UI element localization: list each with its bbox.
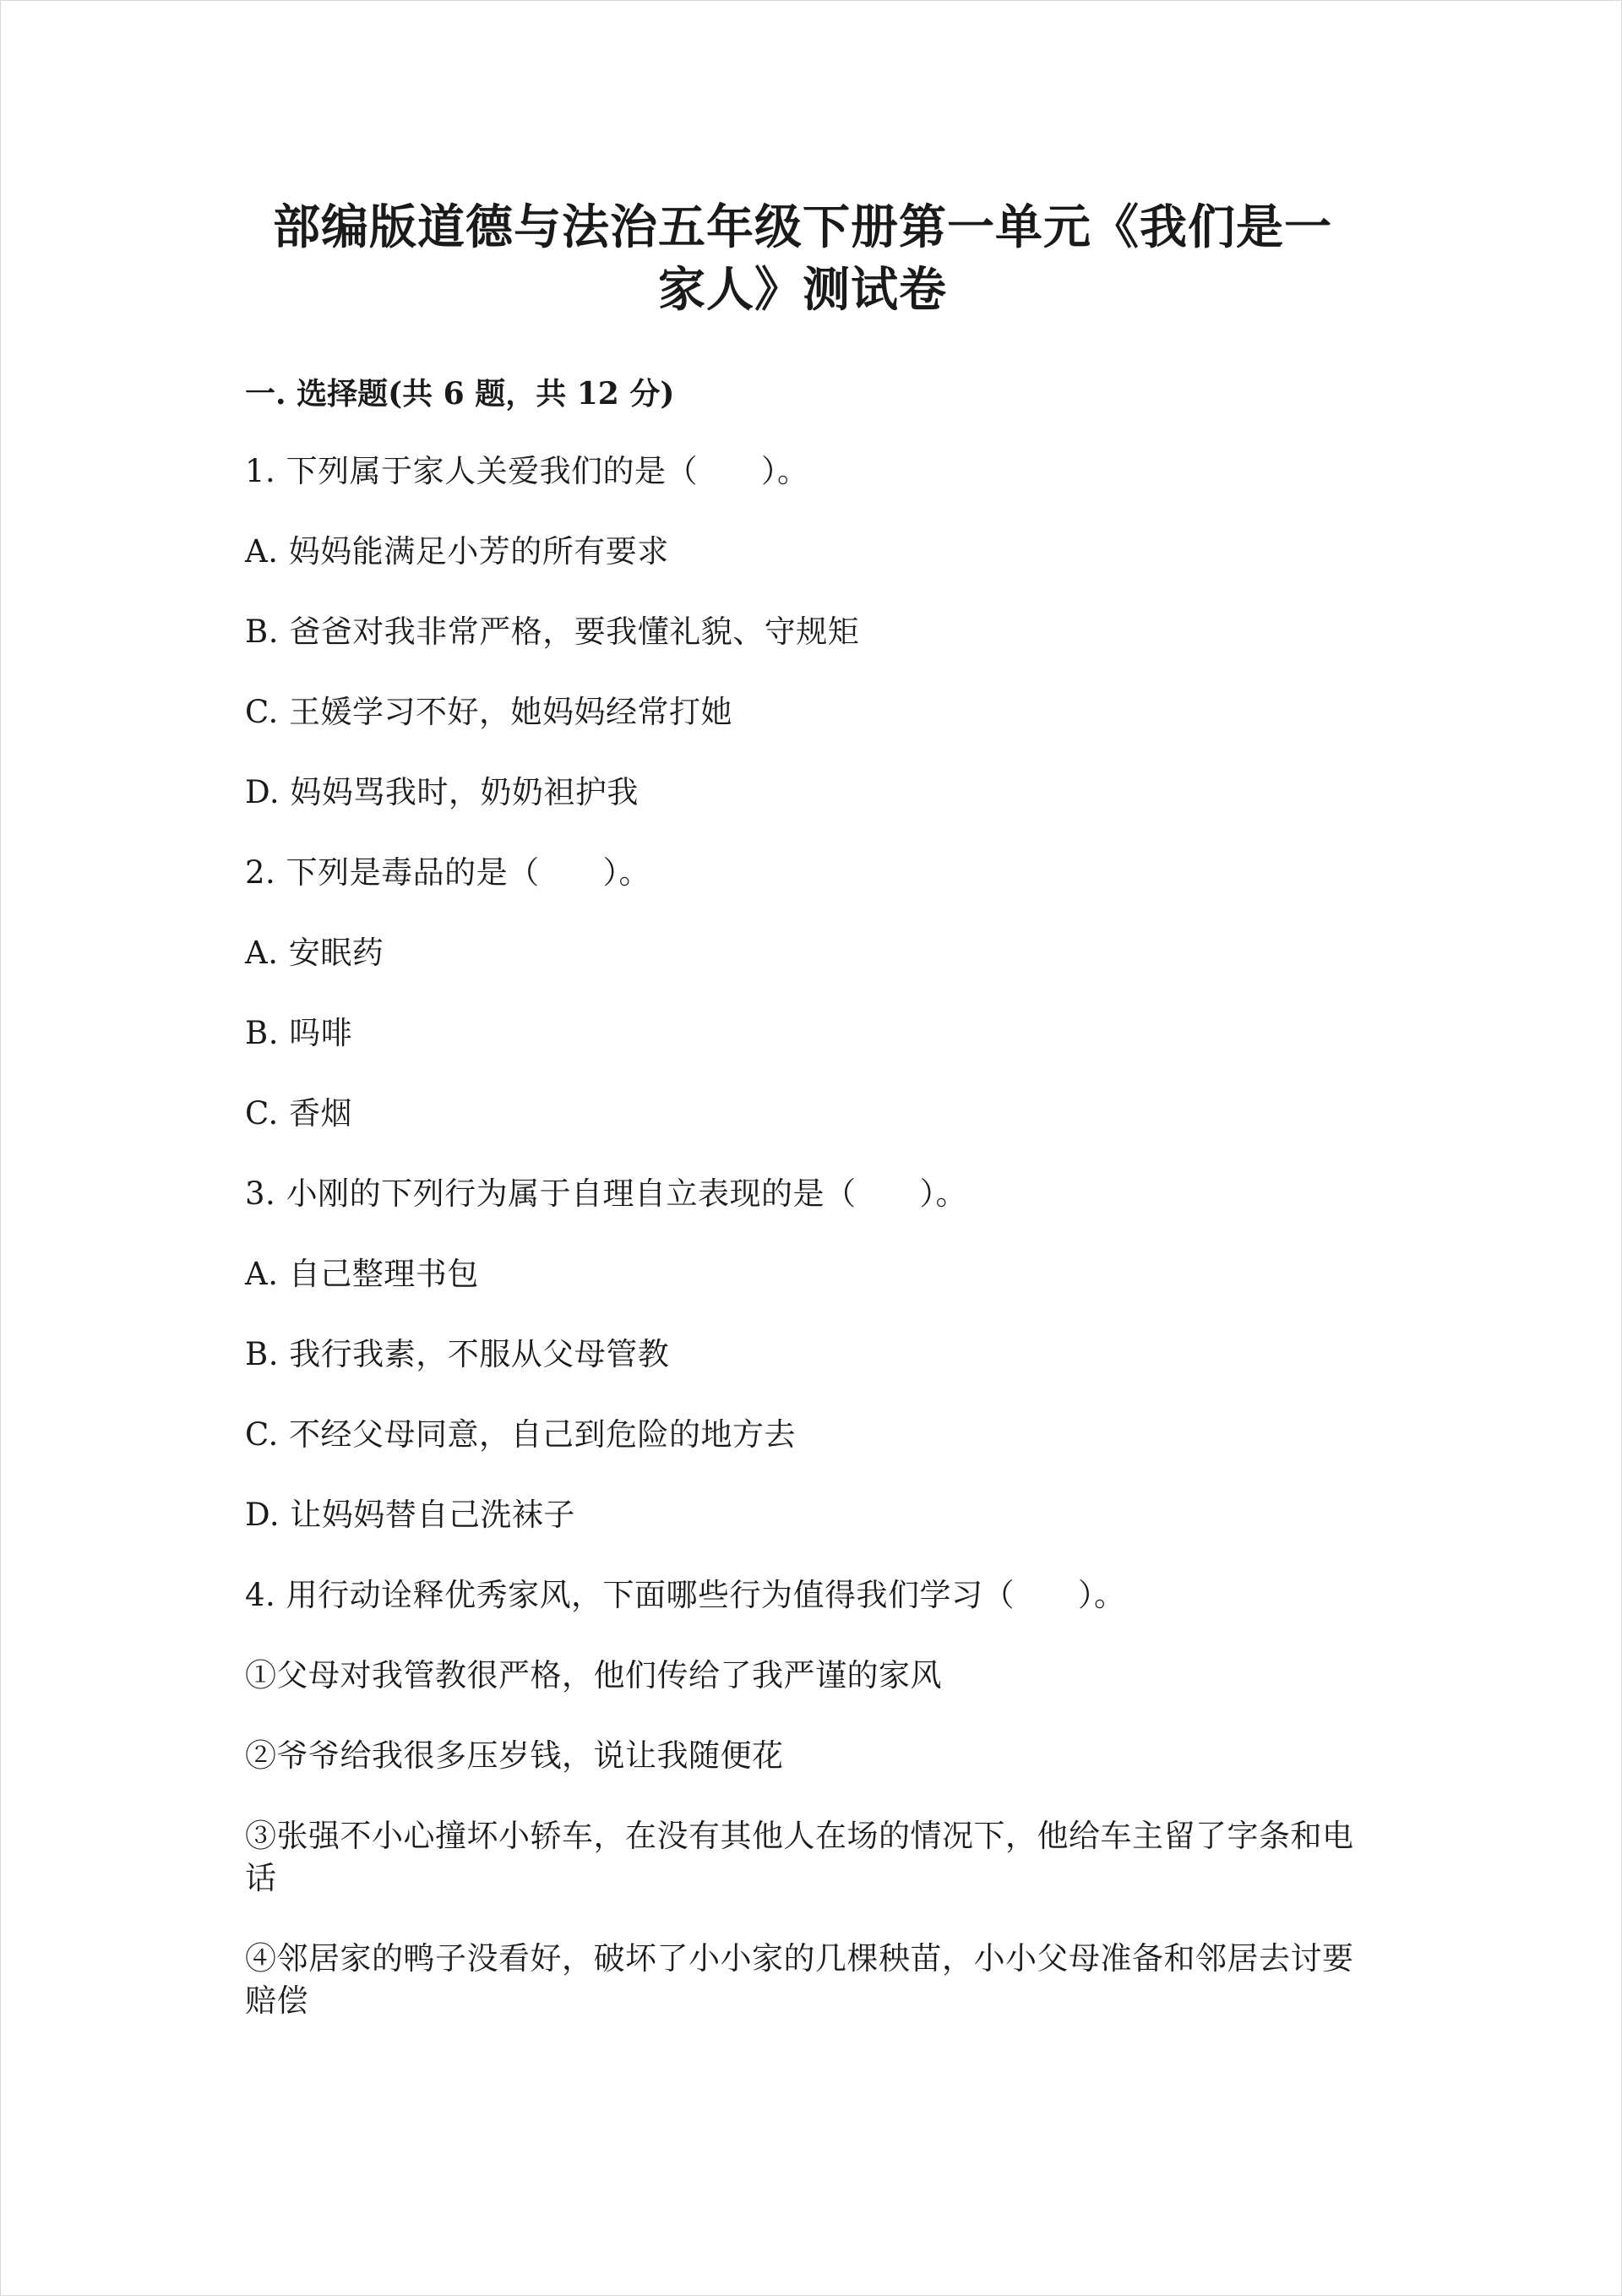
question-2-option-a: A. 安眠药 xyxy=(245,935,384,971)
question-2-option-c: C. 香烟 xyxy=(245,1095,353,1132)
title-line-2: 家人》测试卷 xyxy=(658,262,947,318)
question-1-option-a: A. 妈妈能满足小芳的所有要求 xyxy=(245,533,669,570)
question-3-option-a: A. 自己整理书包 xyxy=(245,1256,479,1292)
document-title xyxy=(245,196,1360,321)
question-2-stem: 2. 下列是毒品的是（ ）。 xyxy=(245,854,651,891)
question-1-option-b: B. 爸爸对我非常严格，要我懂礼貌、守规矩 xyxy=(245,614,860,650)
question-3-option-c: C. 不经父母同意，自己到危险的地方去 xyxy=(245,1416,797,1453)
question-4-statement-2: ②爷爷给我很多压岁钱，说让我随便花 xyxy=(245,1737,784,1774)
question-4-stem: 4. 用行动诠释优秀家风，下面哪些行为值得我们学习（ ）。 xyxy=(245,1577,1126,1613)
question-3-option-b: B. 我行我素，不服从父母管教 xyxy=(245,1336,670,1372)
question-1-stem: 1. 下列属于家人关爱我们的是（ ）。 xyxy=(245,453,809,489)
question-4-statement-1: ①父母对我管教很严格，他们传给了我严谨的家风 xyxy=(245,1657,942,1693)
title-line-1: 部编版道德与法治五年级下册第一单元《我们是一 xyxy=(273,199,1332,255)
document-body xyxy=(245,196,1360,2022)
section-heading: 一. 选择题(共 6 题，共 12 分) xyxy=(245,376,675,412)
question-4-statement-4: ④邻居家的鸭子没看好，破坏了小小家的几棵秧苗，小小父母准备和邻居去讨要赔偿 xyxy=(245,1940,1354,2019)
question-2-option-b: B. 吗啡 xyxy=(245,1015,353,1051)
question-3-option-d: D. 让妈妈替自己洗袜子 xyxy=(245,1497,575,1533)
question-4-statement-3: ③张强不小心撞坏小轿车，在没有其他人在场的情况下，他给车主留了字条和电话 xyxy=(245,1818,1354,1896)
question-1-option-d: D. 妈妈骂我时，奶奶袒护我 xyxy=(245,774,639,810)
question-3-stem: 3. 小刚的下列行为属于自理自立表现的是（ ）。 xyxy=(245,1175,968,1212)
question-1-option-c: C. 王媛学习不好，她妈妈经常打她 xyxy=(245,694,733,730)
